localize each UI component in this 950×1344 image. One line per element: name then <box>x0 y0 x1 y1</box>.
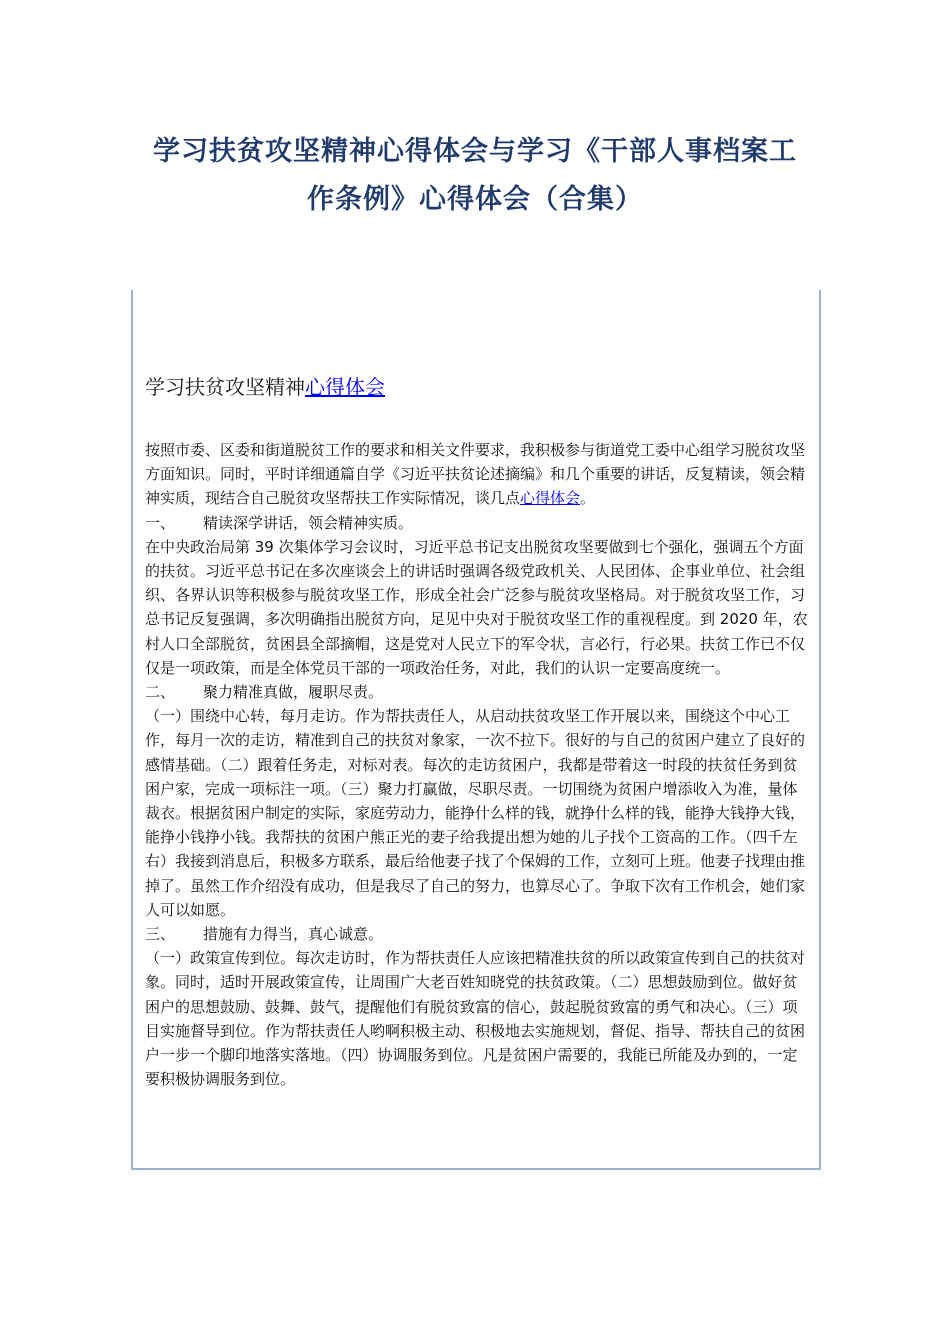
heading-3-text: 措施有力得当，真心诚意。 <box>203 925 384 944</box>
article-body <box>145 438 809 1091</box>
paragraph-1: 在中央政治局第 39 次集体学习会议时，习近平总书记支出脱贫攻坚要做到七个强化，强调五个方面的扶贫。习近平总书记在多次座谈会上的讲话时强调各级党政机关、人民团体、企事业单位、社会组织、各界认识等积极参与脱贫攻坚工作，形成全社会广泛参与脱贫攻坚格局。对于脱贫攻坚工作，习总书记反复强调，多次明确指出脱贫方向，足见中央对于脱贫攻坚工作的重视程度。到 2020 年，农村人口全部脱贫，贫困县全部摘帽，这是党对人民立下的军令状，言必行，行必果。扶贫工作已不仅仅是一项政策，而是全体党员干部的一项政治任务，对此，我们的认识一定要高度统一。 <box>145 537 808 677</box>
section-heading <box>145 372 385 402</box>
intro-paragraph <box>145 438 809 511</box>
paragraph-2: （一）围绕中心转，每月走访。作为帮扶责任人，从启动扶贫攻坚工作开展以来，围绕这个中心工作，每月一次的走访，精准到自己的扶贫对象家，一次不拉下。很好的与自己的贫困户建立了良好的感情基础。（二）跟着任务走，对标对表。每次的走访贫困户，我都是带着这一时段的扶贫任务到贫困户家，完成一项标注一项。（三）聚力打赢做，尽职尽责。一切围绕为贫困户增添收入为准，量体裁衣。根据贫困户制定的实际，家庭劳动力，能挣什么样的钱，就挣什么样的钱，能挣大钱挣大钱，能挣小钱挣小钱。我帮扶的贫困户熊正光的妻子给我提出想为她的儿子找个工资高的工作。（四千左右）我接到消息后，积极多方联系，最后给他妻子找了个保姆的工作，立刻可上班。他妻子找理由推掉了。虽然工作介绍没有成功，但是我尽了自己的努力，也算尽心了。争取下次有工作机会，她们家人可以如愿。 <box>145 707 806 919</box>
intro-text: 按照市委、区委和街道脱贫工作的要求和相关文件要求，我积极参与街道党工委中心组学习脱贫攻坚方面知识。同时，平时详细通篇自学《习近平扶贫论述摘编》和几个重要的讲话，反复精读，领会精神实质，现结合自己脱贫攻坚帮扶工作实际情况，谈几点 <box>145 441 806 508</box>
heading-3 <box>145 922 809 946</box>
heading-2-number: 二、 <box>145 683 176 702</box>
heading-2 <box>145 680 809 704</box>
intro-link[interactable]: 心得体会 <box>520 489 581 508</box>
title-line-2: 作条例》心得体会（合集） <box>307 184 643 215</box>
section-heading-link[interactable]: 心得体会 <box>305 375 385 399</box>
heading-1-number: 一、 <box>145 513 176 532</box>
section-heading-text: 学习扶贫攻坚精神 <box>145 375 305 399</box>
document-title <box>95 128 855 224</box>
heading-1 <box>145 511 809 535</box>
heading-3-number: 三、 <box>145 925 176 944</box>
intro-end: 。 <box>580 489 596 508</box>
heading-2-text: 聚力精准真做，履职尽责。 <box>203 683 384 702</box>
title-line-1: 学习扶贫攻坚精神心得体会与学习《干部人事档案工 <box>153 136 797 167</box>
heading-1-text: 精读深学讲话，领会精神实质。 <box>203 513 414 532</box>
paragraph-3: （一）政策宣传到位。每次走访时，作为帮扶责任人应该把精准扶贫的所以政策宣传到自己的扶贫对象。同时，适时开展政策宣传，让周围广大老百姓知晓党的扶贫政策。（二）思想鼓励到位。做好贫困户的思想鼓励、鼓舞、鼓气，提醒他们有脱贫致富的信心，鼓起脱贫致富的勇气和决心。（三）项目实施督导到位。作为帮扶责任人哟啊积极主动、积极地去实施规划，督促、指导、帮扶自己的贫困户一步一个脚印地落实落地。（四）协调服务到位。凡是贫困户需要的，我能已所能及办到的，一定要积极协调服务到位。 <box>145 949 806 1089</box>
